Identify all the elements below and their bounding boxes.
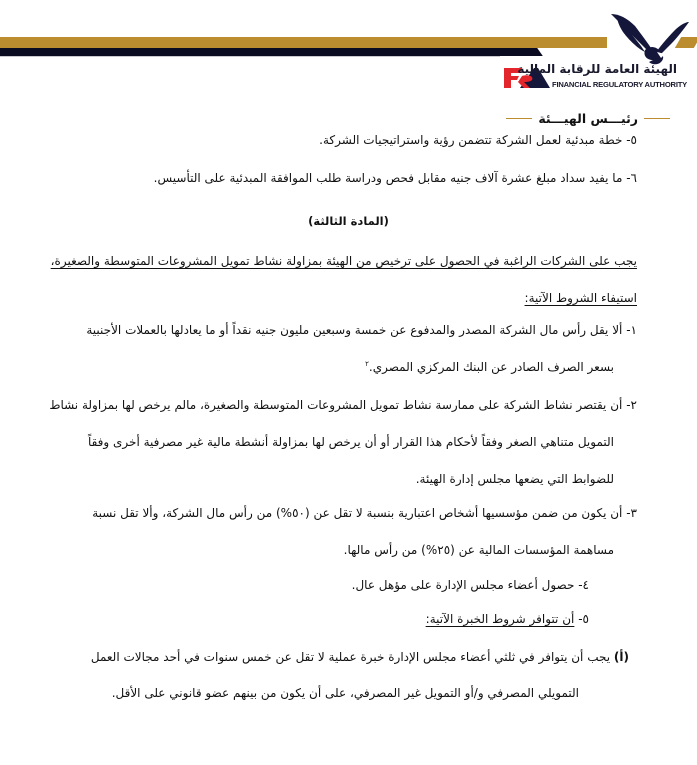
- list-item: [319, 133, 637, 147]
- condition-number: ٤-: [578, 578, 589, 592]
- header-navy-band: [0, 48, 530, 56]
- signature-line: [506, 111, 670, 126]
- sub-condition-text: يجب أن يتوافر في ثلثي أعضاء مجلس الإدارة خبرة عملية لا تقل عن خمس سنوات في أحد مجالات العمل: [90, 650, 611, 664]
- signature-dash-left: [506, 118, 532, 120]
- list-item: [154, 171, 637, 185]
- article-title: (المادة الثالثة): [308, 214, 389, 228]
- article-intro-line-1: يجب على الشركات الراغبة في الحصول على ترخيص من الهيئة بمزاولة نشاط تمويل المشروعات المتوسطة والصغيرة،: [50, 254, 637, 268]
- sub-condition-number: (أ): [613, 650, 629, 664]
- condition-item: [92, 506, 637, 520]
- condition-item: [86, 323, 637, 337]
- condition-number: ٣-: [626, 506, 637, 520]
- condition-text: أن يقتصر نشاط الشركة على ممارسة نشاط تمويل المشروعات المتوسطة والصغيرة، مالم يرخص لها بمزاولة نشاط: [49, 398, 623, 412]
- condition-item: [49, 398, 637, 412]
- condition-item: [426, 612, 589, 626]
- condition-number: ٥-: [578, 612, 589, 626]
- org-name-arabic: الهيئة العامة للرقابة المالية: [517, 62, 677, 76]
- condition-continuation: التمويل متناهي الصغر وفقاً لأحكام هذا القرار أو أن يرخص لها بمزاولة أنشطة مالية غير مصرفية أخرى وفقاً: [87, 435, 614, 449]
- condition-continuation: مساهمة المؤسسات المالية عن (٢٥%) من رأس مالها.: [343, 543, 614, 557]
- condition-text: ألا يقل رأس مال الشركة المصدر والمدفوع عن خمسة وسبعين مليون جنيه نقداً أو ما يعادلها بالعملات الأجنبية: [86, 323, 623, 337]
- signature-dash-right: [644, 118, 670, 120]
- condition-number: ١-: [626, 323, 637, 337]
- item-number: ٥-: [626, 133, 637, 147]
- item-text: ما يفيد سداد مبلغ عشرة آلاف جنيه مقابل فحص ودراسة طلب الموافقة المبدئية على التأسيس.: [153, 171, 623, 185]
- header-gold-band: [0, 37, 607, 48]
- condition-item: [352, 578, 589, 592]
- header-grey-rule: [0, 56, 500, 57]
- org-name-english: FINANCIAL REGULATORY AUTHORITY: [552, 80, 688, 89]
- condition-text: حصول أعضاء مجلس الإدارة على مؤهل عال.: [351, 578, 575, 592]
- header-navy-band-cap: [517, 48, 543, 56]
- condition-continuation: للضوابط التي يضعها مجلس إدارة الهيئة.: [415, 472, 614, 486]
- signer-title: رئيـــس الهيـــئة: [538, 111, 638, 126]
- letterhead: [0, 0, 697, 100]
- condition-number: ٢-: [626, 398, 637, 412]
- condition-text: أن يكون من ضمن مؤسسيها أشخاص اعتبارية بنسبة لا تقل عن (٥٠%) من رأس مال الشركة، وألا تقل نسبة: [92, 506, 623, 520]
- item-text: خطة مبدئية لعمل الشركة تتضمن رؤية واستراتيجيات الشركة.: [319, 133, 623, 147]
- condition-continuation: [365, 360, 614, 374]
- sub-condition-item: [91, 650, 629, 664]
- sub-condition-continuation: التمويلي المصرفي و/أو التمويل غير المصرفي، على أن يكون من بينهم عضو قانوني على الأقل.: [111, 686, 579, 700]
- footnote-marker[interactable]: ٢: [365, 360, 369, 368]
- condition-text: بسعر الصرف الصادر عن البنك المركزي المصري.: [368, 360, 614, 374]
- item-number: ٦-: [626, 171, 637, 185]
- condition-text: أن تتوافر شروط الخبرة الآتية:: [425, 612, 575, 626]
- article-intro-line-2: استيفاء الشروط الآتية:: [524, 291, 637, 305]
